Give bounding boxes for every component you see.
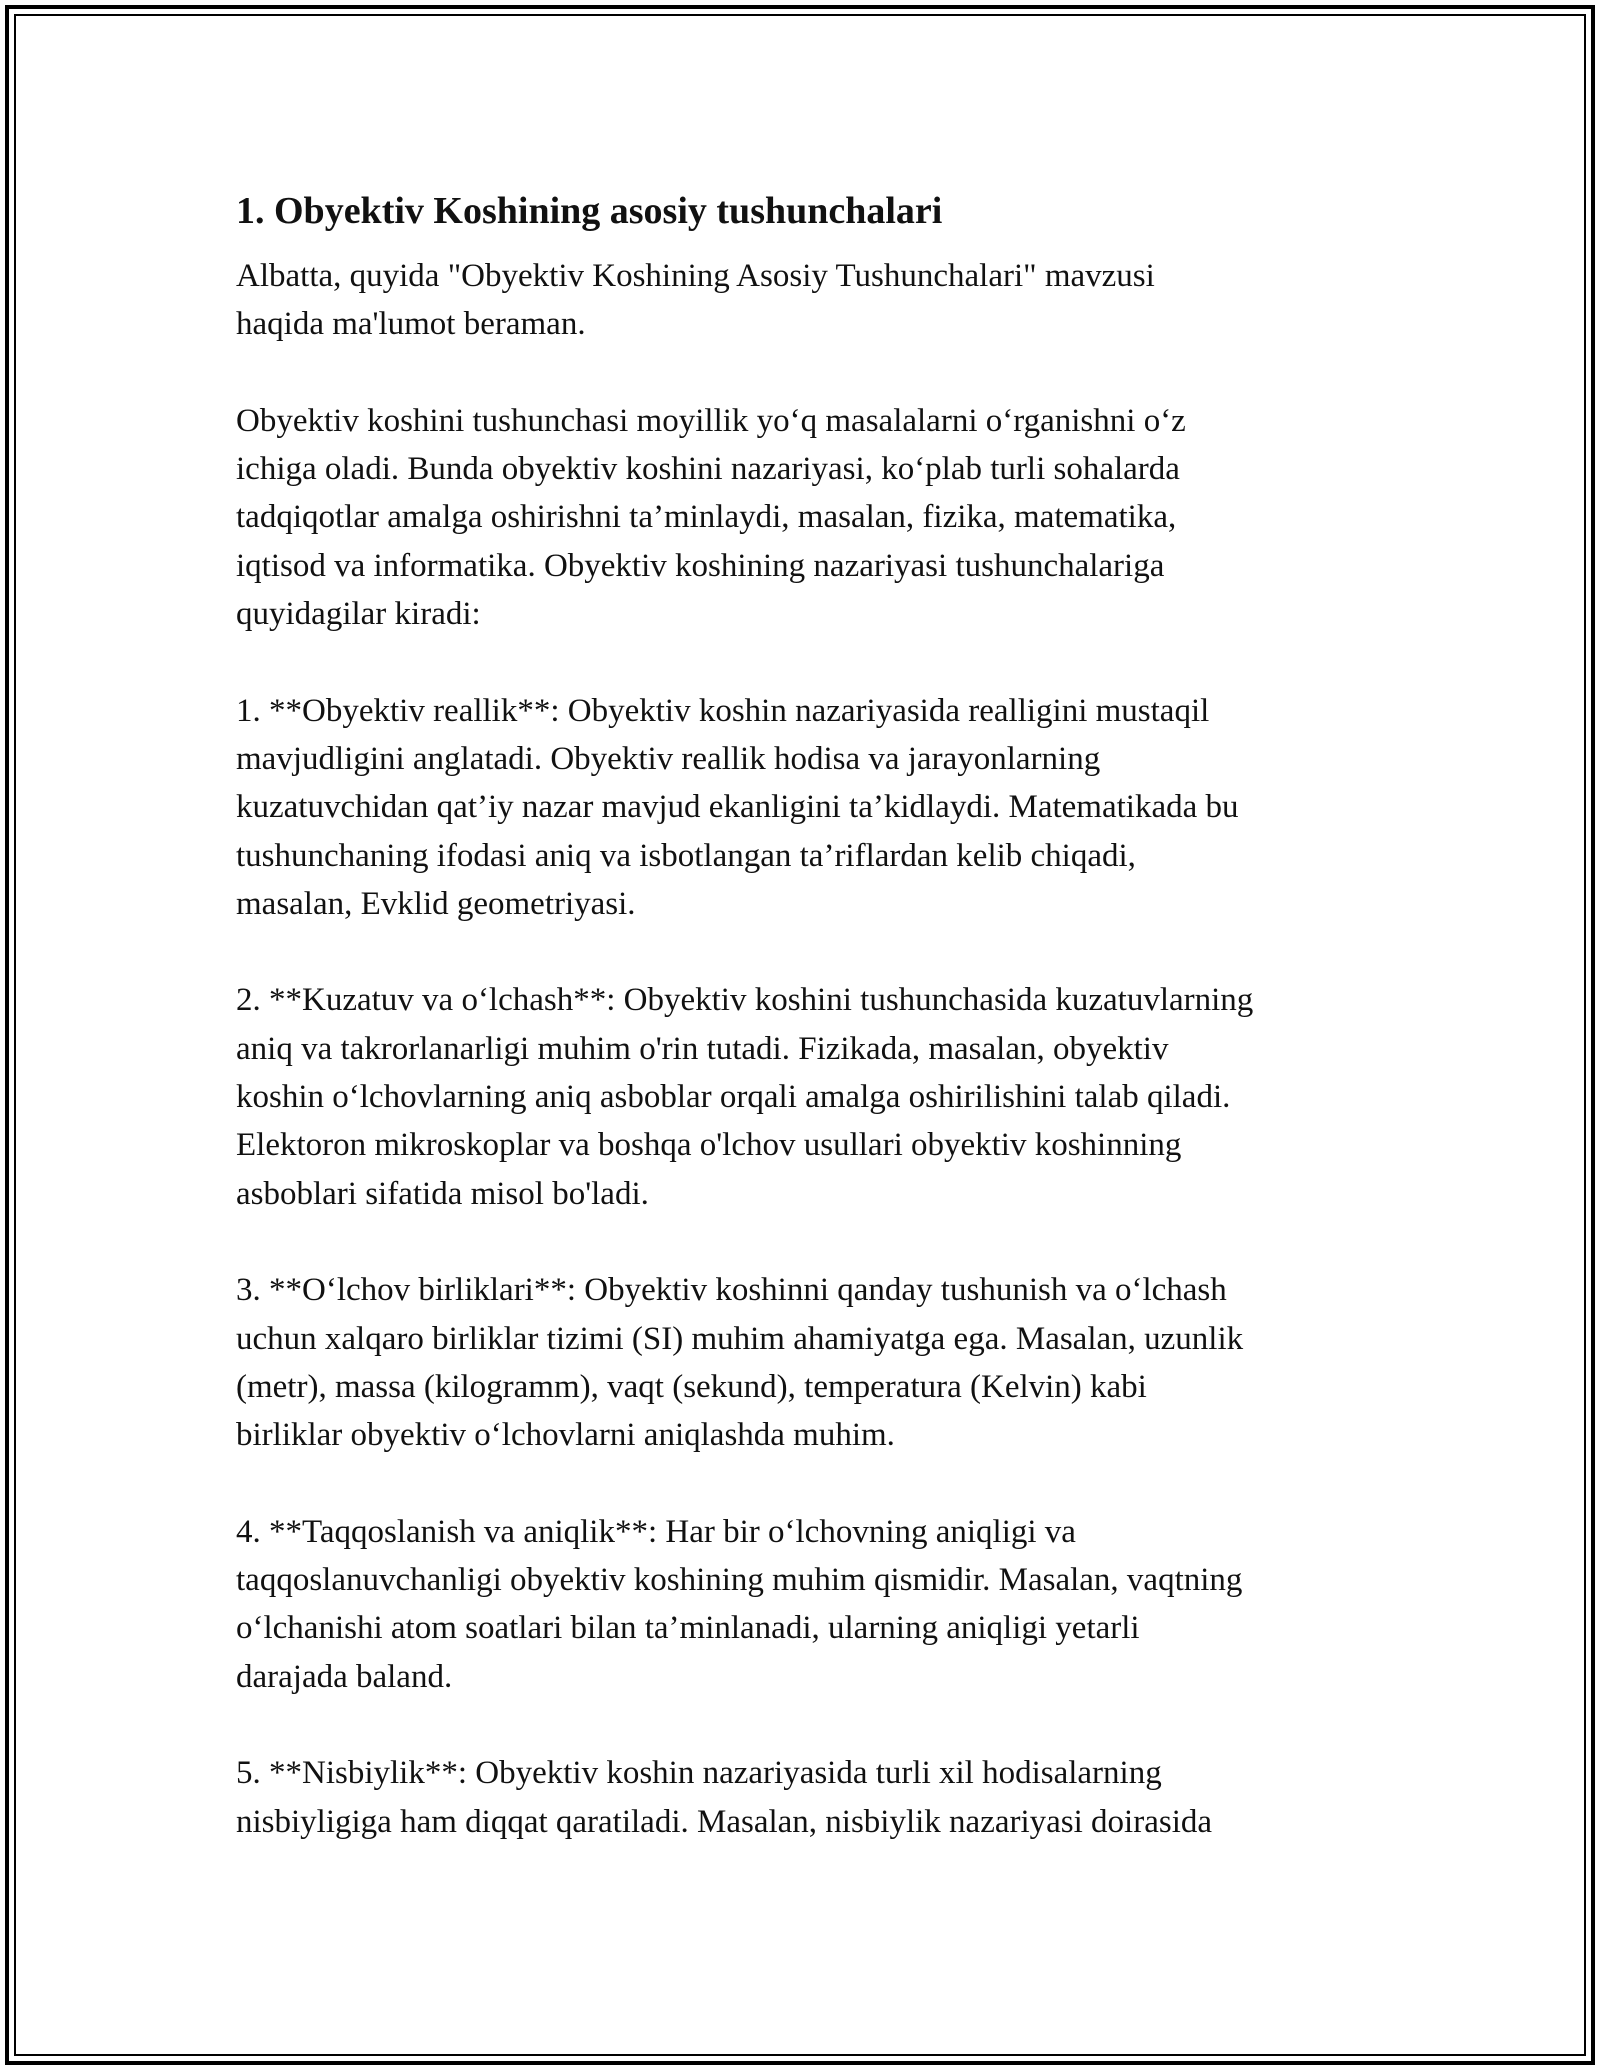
text-line: 1. **Obyektiv reallik**: Obyektiv koshin nazariyasida realligini mustaqil xyxy=(236,692,1210,729)
list-item-relativity xyxy=(236,1749,1366,1846)
text-line: 4. **Taqqoslanish va aniqlik**: Har bir o‘lchovning aniqligi va xyxy=(236,1513,1076,1550)
text-line: ichiga oladi. Bunda obyektiv koshini nazariyasi, ko‘plab turli sohalarda xyxy=(236,451,1180,488)
text-line: haqida ma'lumot beraman. xyxy=(236,306,586,343)
text-line: tushunchaning ifodasi aniq va isbotlangan ta’riflardan kelib chiqadi, xyxy=(236,837,1136,874)
list-item-measurement-units xyxy=(236,1266,1366,1459)
text-line: 5. **Nisbiylik**: Obyektiv koshin nazariyasida turli xil hodisalarning xyxy=(236,1755,1162,1792)
text-line: uchun xalqaro birliklar tizimi (SI) muhim ahamiyatga ega. Masalan, uzunlik xyxy=(236,1320,1244,1357)
text-line: tadqiqotlar amalga oshirishni ta’minlaydi, masalan, fizika, matematika, xyxy=(236,499,1177,536)
section-heading: 1. Obyektiv Koshining asosiy tushunchalari xyxy=(236,190,943,232)
list-item-comparability-accuracy xyxy=(236,1508,1366,1701)
text-line: taqqoslanuvchanligi obyektiv koshining muhim qismidir. Masalan, vaqtning xyxy=(236,1562,1243,1599)
text-line: kuzatuvchidan qat’iy nazar mavjud ekanligini ta’kidlaydi. Matematikada bu xyxy=(236,789,1239,826)
text-line: Elektoron mikroskoplar va boshqa o'lchov usullari obyektiv koshinning xyxy=(236,1127,1182,1164)
text-line: koshin o‘lchovlarning aniq asboblar orqali amalga oshirilishini talab qiladi. xyxy=(236,1079,1231,1116)
text-line: asboblari sifatida misol bo'ladi. xyxy=(236,1175,649,1212)
text-line: aniq va takrorlanarligi muhim o'rin tutadi. Fizikada, masalan, obyektiv xyxy=(236,1030,1169,1067)
text-line: mavjudligini anglatadi. Obyektiv reallik hodisa va jarayonlarning xyxy=(236,740,1101,777)
text-line: o‘lchanishi atom soatlari bilan ta’minlanadi, ularning aniqligi yetarli xyxy=(236,1610,1140,1647)
text-line: Albatta, quyida "Obyektiv Koshining Asosiy Tushunchalari" mavzusi xyxy=(236,258,1155,294)
text-line: iqtisod va informatika. Obyektiv koshining nazariyasi tushunchalariga xyxy=(236,547,1165,584)
list-item-objective-reality xyxy=(236,687,1366,928)
paragraph-overview xyxy=(236,397,1366,638)
text-line: (metr), massa (kilogramm), vaqt (sekund), temperatura (Kelvin) kabi xyxy=(236,1368,1147,1405)
text-line: quyidagilar kiradi: xyxy=(236,596,481,633)
text-line: masalan, Evklid geometriyasi. xyxy=(236,885,636,922)
list-item-observation-measurement xyxy=(236,976,1366,1217)
text-line: birliklar obyektiv o‘lchovlarni aniqlashda muhim. xyxy=(236,1417,895,1454)
text-line: darajada baland. xyxy=(236,1658,453,1695)
paragraph-intro xyxy=(236,252,1366,349)
text-line: Obyektiv koshini tushunchasi moyillik yo‘q masalalarni o‘rganishni o‘z xyxy=(236,402,1186,439)
document-body xyxy=(236,186,1366,1894)
text-line: 3. **O‘lchov birliklari**: Obyektiv koshinni qanday tushunish va o‘lchash xyxy=(236,1272,1227,1309)
text-line: 2. **Kuzatuv va o‘lchash**: Obyektiv koshini tushunchasida kuzatuvlarning xyxy=(236,982,1254,1019)
text-line: nisbiyligiga ham diqqat qaratiladi. Masalan, nisbiylik nazariyasi doirasida xyxy=(236,1803,1213,1840)
